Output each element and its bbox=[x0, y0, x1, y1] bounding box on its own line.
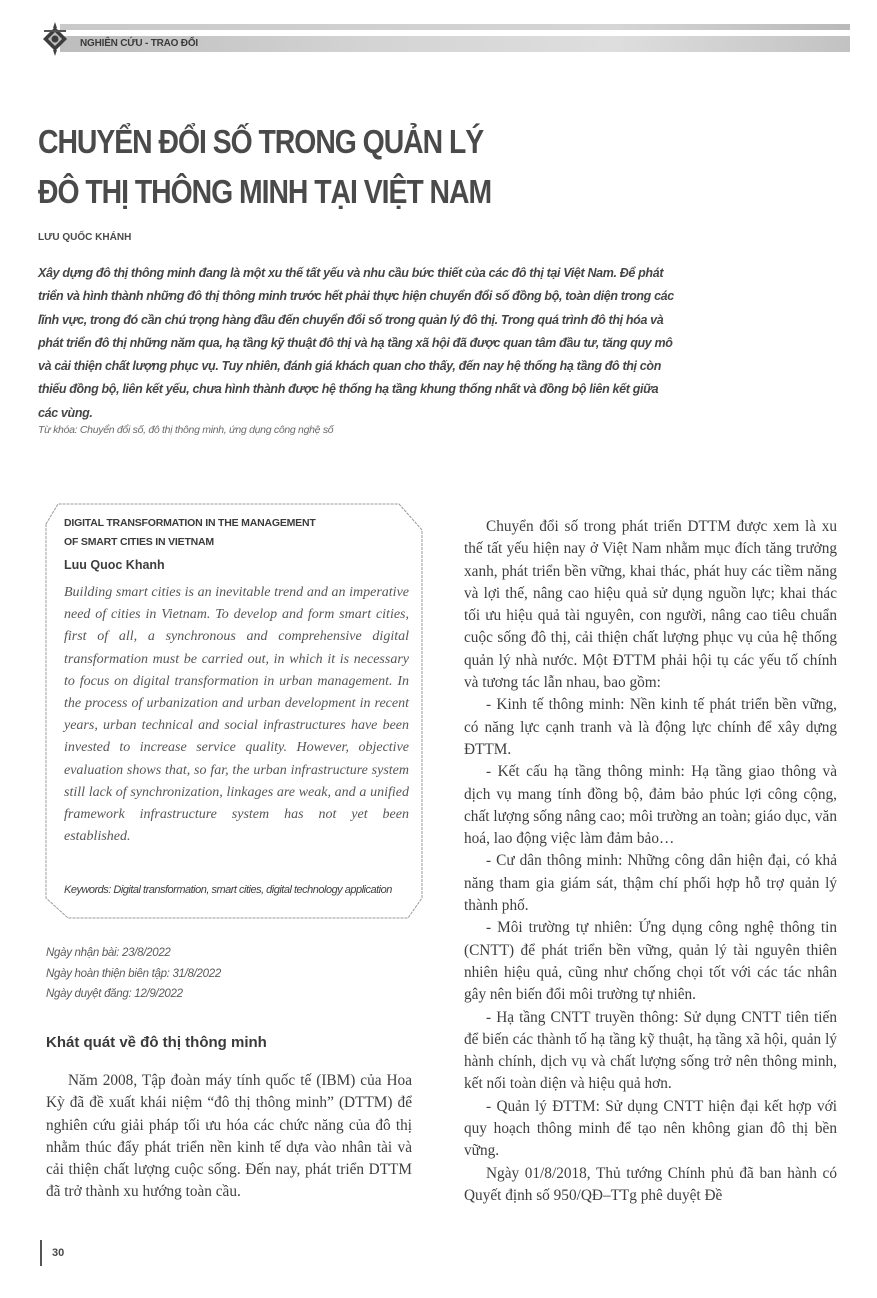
header-rule-top bbox=[60, 24, 850, 30]
section-label: NGHIÊN CỨU - TRAO ĐỔI bbox=[80, 38, 198, 49]
english-keywords: Keywords: Digital transformation, smart cities, digital technology application bbox=[64, 884, 392, 896]
bullet-item: - Kinh tế thông minh: Nền kinh tế phát triển bền vững, có năng lực cạnh tranh và là động lực chính để xây dựng ĐTTM. bbox=[464, 696, 837, 758]
bullet-item: - Quản lý ĐTTM: Sử dụng CNTT hiện đại kết hợp với quy hoạch thông minh để tạo nên không gian đô thị bền vững. bbox=[464, 1097, 837, 1160]
bullet-item: - Hạ tầng CNTT truyền thông: Sử dụng CNTT tiên tiến để biến các thành tố hạ tầng kỹ thuật, hạ tầng xã hội, quản lý hành chính, dịch vụ và chất lượng sống trở nên thông minh, kết nối toàn diện và hiệu quả hơn. bbox=[464, 1008, 837, 1093]
publication-dates bbox=[46, 943, 221, 1005]
english-author: Luu Quoc Khanh bbox=[64, 558, 165, 572]
left-body-paragraph: Năm 2008, Tập đoàn máy tính quốc tế (IBM) của Hoa Kỳ đã đề xuất khái niệm “đô thị thông minh” (DTTM) để nghiên cứu giải pháp tối ưu hóa các chức năng của đô thị nhằm thúc đẩy phát triển nền kinh tế dựa vào nhân tài và cải thiện chất lượng cuộc sống. Đến nay, phát triển DTTM đã trở thành xu hướng toàn cầu. bbox=[46, 1072, 412, 1201]
bullet-item: - Kết cấu hạ tầng thông minh: Hạ tầng giao thông và dịch vụ mang tính đồng bộ, đảm bảo phúc lợi công cộng, chất lượng sống nâng cao; môi trường an toàn; giáo dục, văn hoá, lao động việc làm đảm bảo… bbox=[464, 763, 837, 848]
title-line-1: CHUYỂN ĐỔI SỐ TRONG QUẢN LÝ bbox=[38, 123, 484, 160]
abstract-vietnamese: Xây dựng đô thị thông minh đang là một xu thế tất yếu và nhu cầu bức thiết của các đô thị tại Việt Nam. Để phát triển và hình thành những đô thị thông minh trước hết phải thực hiện chuyển đổi số đồng bộ, toàn diện trong các lĩnh vực, trong đó cần chú trọng hàng đầu đến chuyển đổi số trong quản lý đô thị. Trong quá trình đô thị hóa và phát triển đô thị những năm qua, hạ tầng kỹ thuật đô thị và hạ tầng xã hội đã được quan tâm đầu tư, tăng quy mô và cải thiện chất lượng phục vụ. Tuy nhiên, đánh giá khách quan cho thấy, đến nay hệ thống hạ tầng đô thị còn thiếu đồng bộ, liên kết yếu, chưa hình thành được hệ thống hạ tầng khung thống nhất và đồng bộ liên kết giữa các vùng. bbox=[38, 266, 674, 420]
date-approved: Ngày duyệt đăng: 12/9/2022 bbox=[46, 988, 183, 1000]
date-revised: Ngày hoàn thiện biên tập: 31/8/2022 bbox=[46, 967, 221, 980]
date-received: Ngày nhận bài: 23/8/2022 bbox=[46, 947, 171, 959]
right-column bbox=[464, 516, 837, 1207]
page-number: 30 bbox=[40, 1240, 64, 1266]
section-heading: Khát quát về đô thị thông minh bbox=[46, 1034, 267, 1051]
english-abstract: Building smart cities is an inevitable trend and an imperative need of cities in Vietnam. To develop and form smart cities, first of all, a synchronous and comprehensive digital transformation must be carried out, in which it is necessary to focus on digital transformation in urban management. In the process of urbanization and urban development in recent years, urban technical and social infrastructures have been invested to increase service quality. However, objective evaluation shows that, so far, the urban infrastructure system still lack of synchronization, linkages are weak, and a unified framework infrastructure system has not yet been established. bbox=[64, 585, 409, 845]
compass-emblem-icon bbox=[40, 22, 70, 56]
english-title: DIGITAL TRANSFORMATION IN THE MANAGEMENT OF SMART CITIES IN VIETNAM bbox=[64, 517, 316, 548]
bullet-item: - Môi trường tự nhiên: Ứng dụng công nghệ thông tin (CNTT) để phát triển bền vững, quản lý tài nguyên thiên nhiên hiệu quả, cũng như chống chọi tốt với các tác nhân gây nên biến đổi môi trường tự nhiên. bbox=[464, 919, 837, 1004]
paragraph: Chuyển đổi số trong phát triển DTTM được xem là xu thế tất yếu hiện nay ở Việt Nam nhằm mục đích tăng trưởng xanh, phát triển bền vững, khai thác, phát huy các tiềm năng và lợi thế, nâng cao hiệu quả sử dụng nguồn lực; khai thác tối ưu hiệu quả tài nguyên, con người, nâng cao tiêu chuẩn cuộc sống đô thị, cải thiện chất lượng phục vụ của hệ thống quản lý nhà nước. Một ĐTTM phải hội tụ các yếu tố chính và tương tác lẫn nhau, bao gồm: bbox=[464, 518, 837, 692]
english-abstract-box bbox=[44, 502, 424, 920]
keywords-vietnamese: Từ khóa: Chuyển đổi số, đô thị thông minh, ứng dụng công nghệ số bbox=[38, 424, 334, 436]
section-header bbox=[40, 24, 850, 56]
paragraph: Ngày 01/8/2018, Thủ tướng Chính phủ đã ban hành có Quyết định số 950/QĐ–TTg phê duyệt Đề bbox=[464, 1164, 837, 1204]
title-line-2: ĐÔ THỊ THÔNG MINH TẠI VIỆT NAM bbox=[38, 173, 492, 210]
bullet-item: - Cư dân thông minh: Những công dân hiện đại, có khả năng tham gia giám sát, thậm chí phối hợp hỗ trợ quản lý thành phố. bbox=[464, 852, 837, 915]
author-name: LƯU QUỐC KHÁNH bbox=[38, 232, 132, 243]
article-title bbox=[38, 117, 571, 217]
